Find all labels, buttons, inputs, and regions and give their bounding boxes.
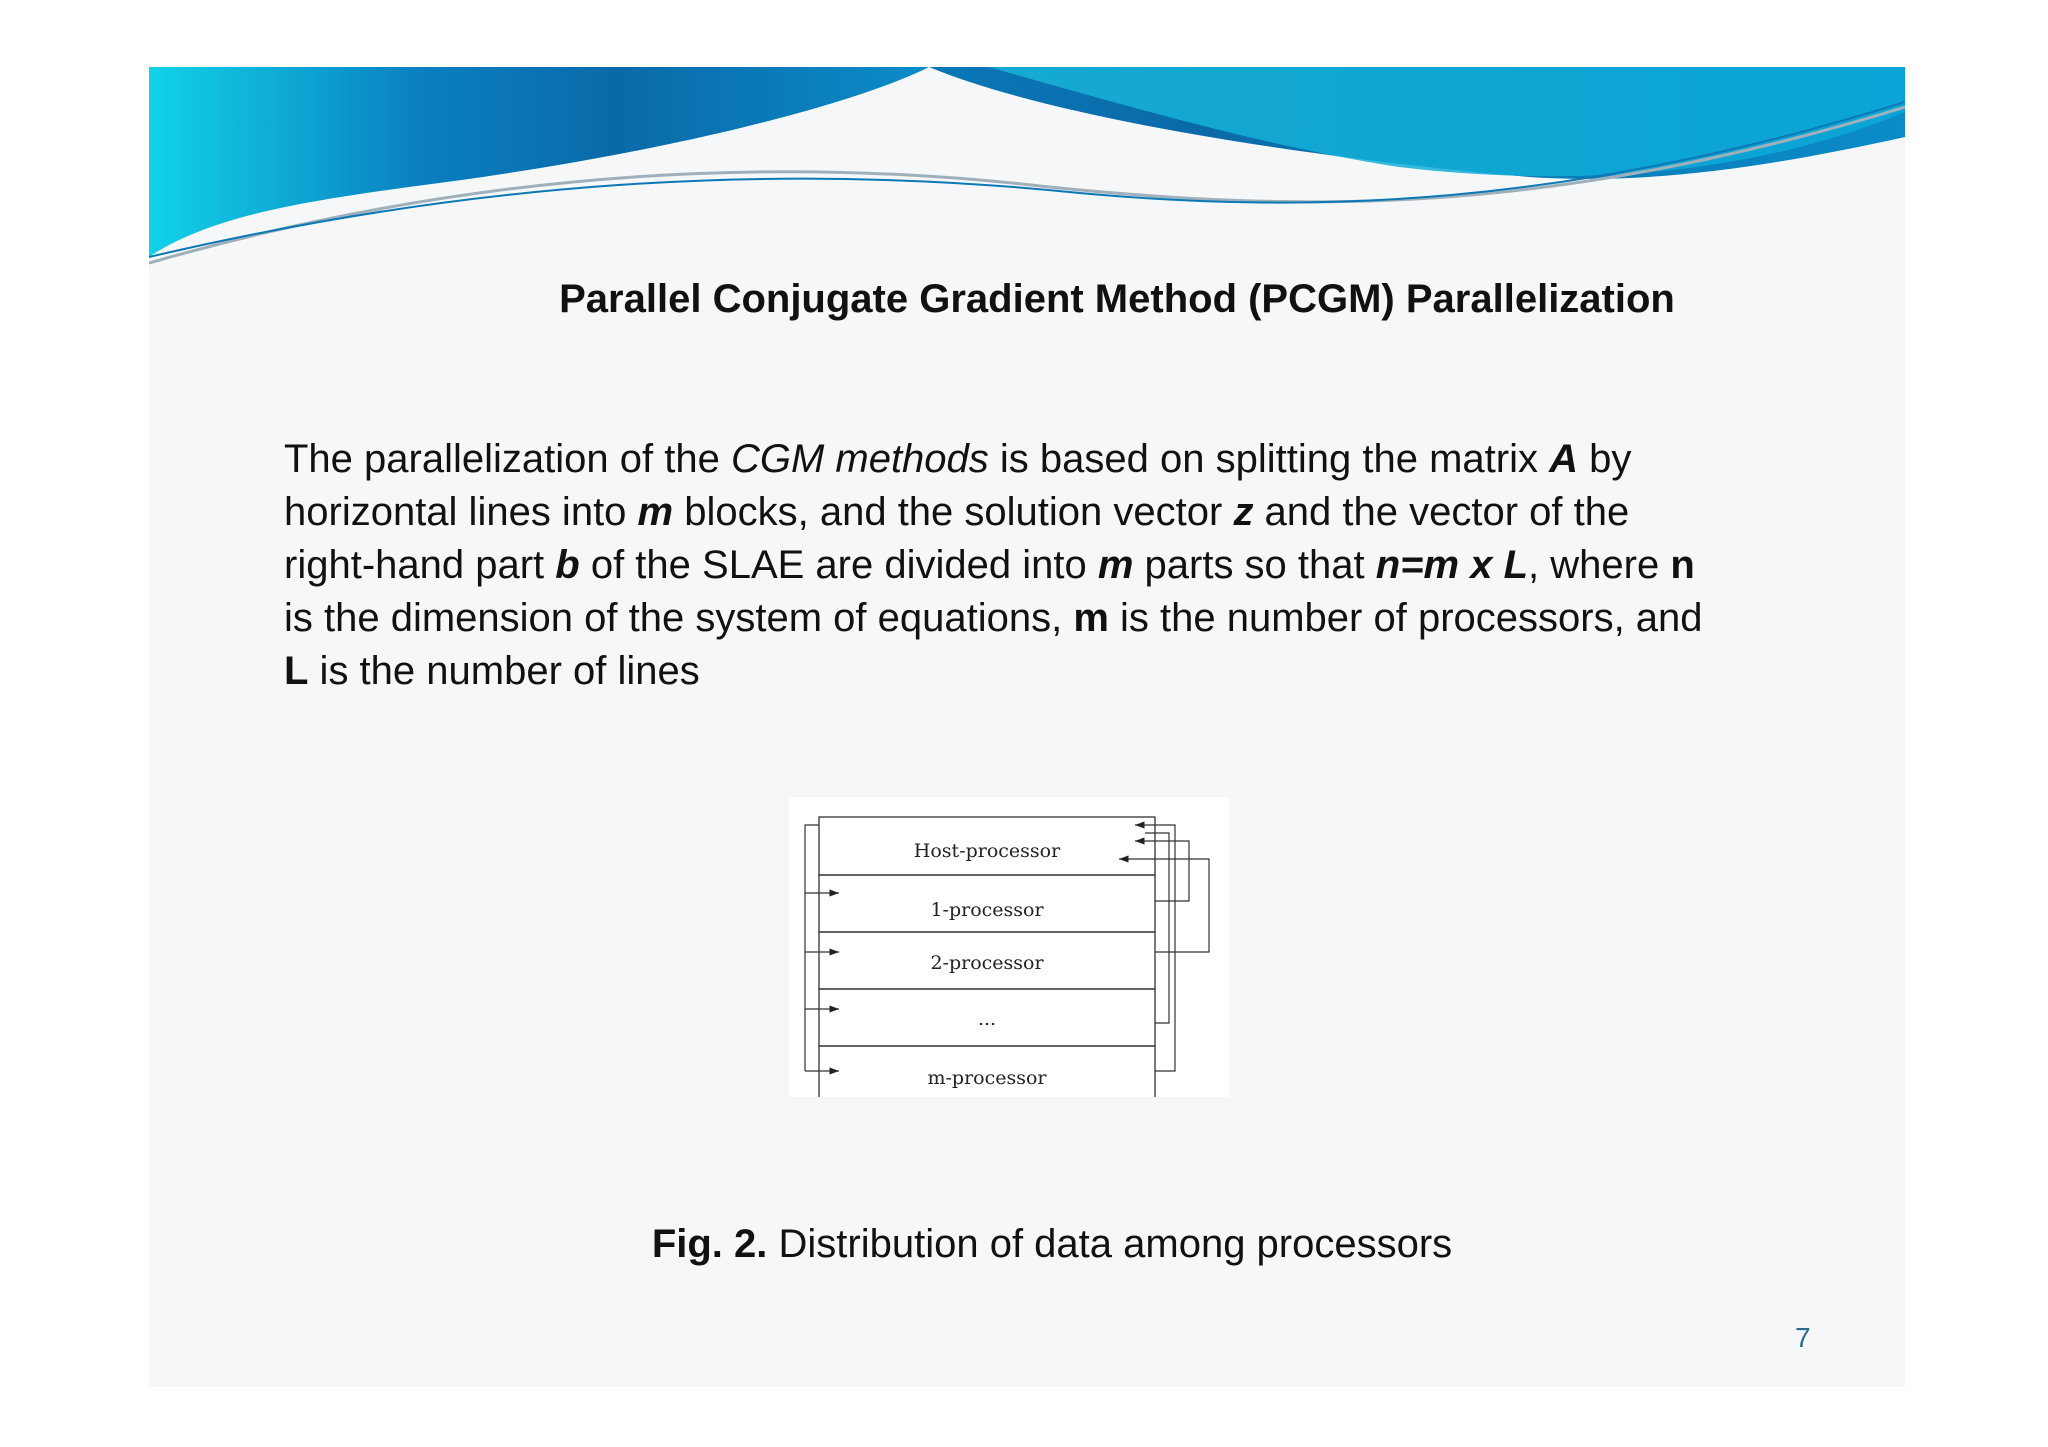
processor-distribution-figure <box>789 797 1229 1097</box>
paragraph-text: is the number of processors, and <box>1108 596 1703 640</box>
paragraph-text: The parallelization of the <box>284 437 731 481</box>
symbol-b: b <box>555 543 580 587</box>
paragraph-text: and the vector of the right-hand part <box>284 490 1630 587</box>
row-ellipsis: ... <box>977 1008 997 1030</box>
paragraph-text: by horizontal lines into <box>284 437 1632 534</box>
slide <box>149 67 1905 1387</box>
page-number: 7 <box>1795 1322 1811 1353</box>
caption-label: Fig. 2. <box>651 1222 768 1266</box>
paragraph-text: is the number of lines <box>308 649 700 693</box>
row-1-processor: 1-processor <box>930 899 1044 921</box>
formula-n-m-x-L: n=m x L <box>1375 543 1529 587</box>
slide-title: Parallel Conjugate Gradient Method (PCGM) Parallelization <box>559 277 1675 321</box>
paragraph-text: of the SLAE are divided into <box>579 543 1098 587</box>
paragraph-text: , where <box>1528 543 1671 587</box>
symbol-z: z <box>1233 490 1254 534</box>
symbol-m: m <box>637 490 674 534</box>
symbol-L: L <box>284 649 309 693</box>
paragraph-text: blocks, and the solution vector <box>673 490 1234 534</box>
symbol-m: m <box>1097 543 1134 587</box>
paragraph-text: is the dimension of the system of equations, <box>284 596 1074 640</box>
processor-diagram <box>789 797 1229 1097</box>
figure-caption <box>149 1222 1905 1267</box>
symbol-m: m <box>1073 596 1109 640</box>
paragraph-text: parts so that <box>1133 543 1376 587</box>
header-wave-graphic <box>149 67 1905 267</box>
symbol-n: n <box>1670 543 1695 587</box>
row-2-processor: 2-processor <box>930 952 1044 974</box>
row-m-processor: m-processor <box>927 1067 1047 1089</box>
term-cgm-methods: CGM methods <box>730 437 989 481</box>
paragraph-text: is based on splitting the matrix <box>988 437 1550 481</box>
symbol-A: A <box>1549 437 1578 481</box>
row-host-processor: Host-processor <box>913 840 1061 862</box>
body-paragraph <box>284 433 1704 698</box>
caption-text: Distribution of data among processors <box>767 1222 1453 1266</box>
